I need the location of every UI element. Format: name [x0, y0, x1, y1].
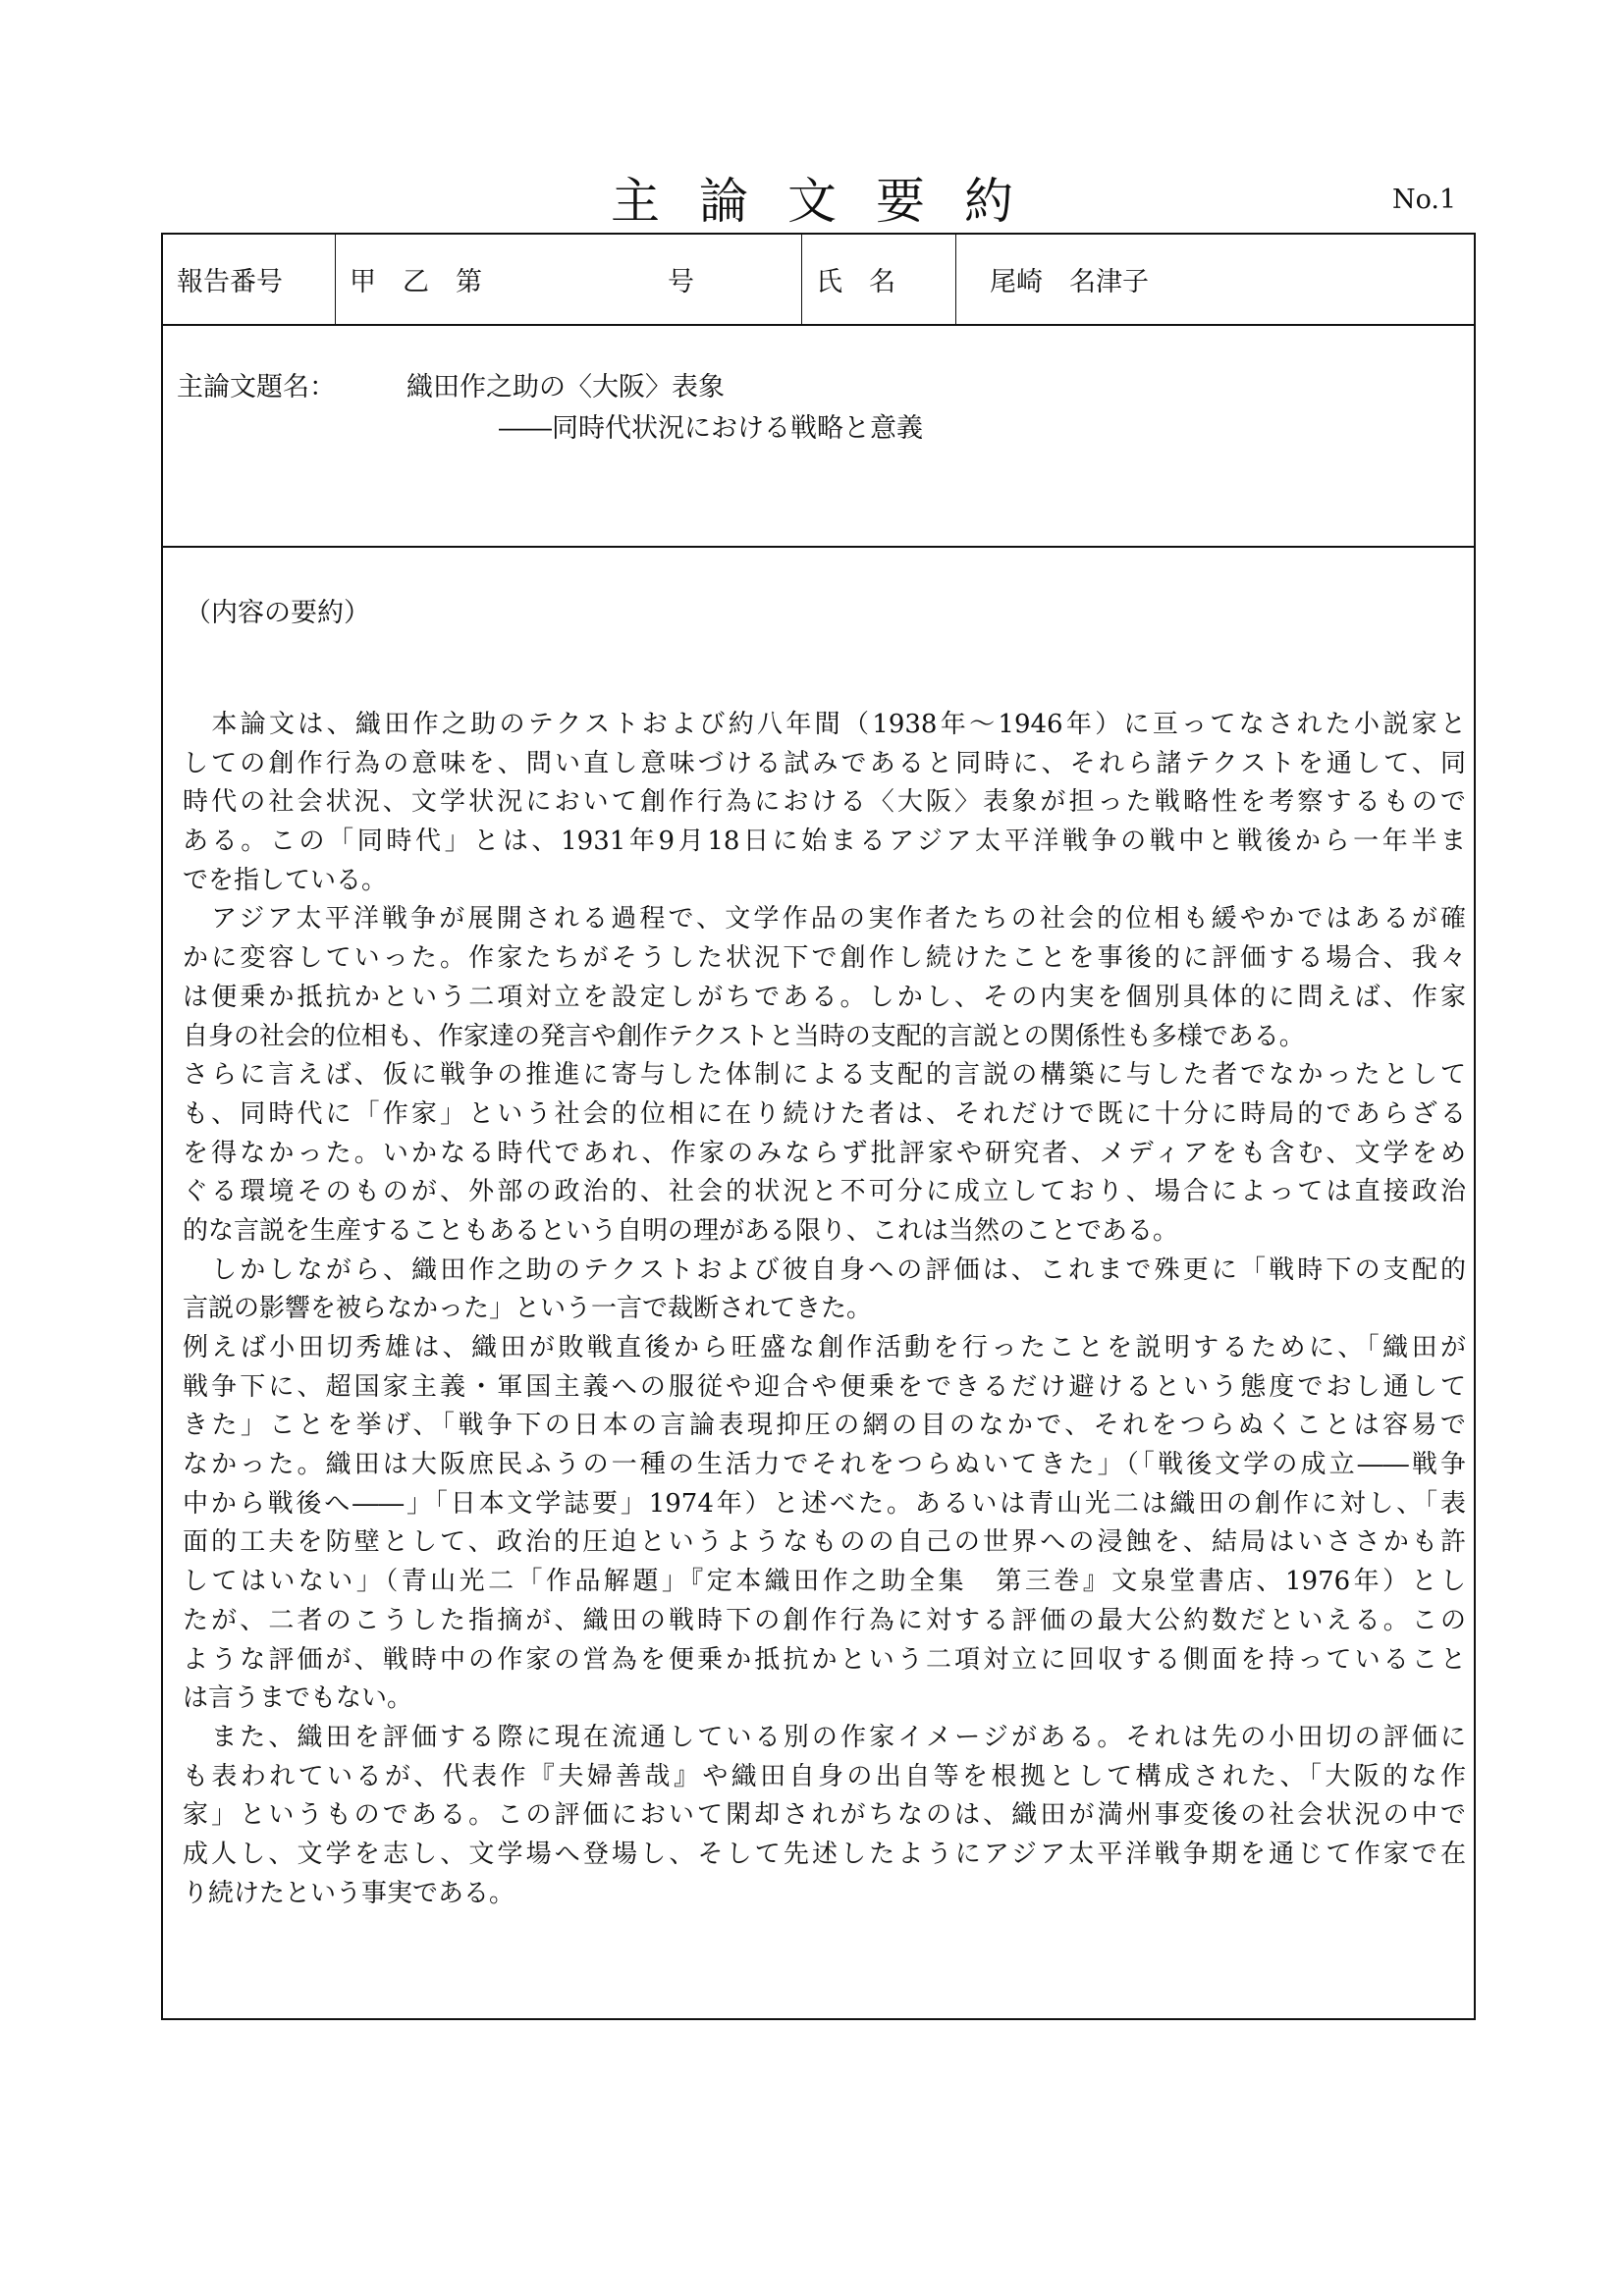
summary-line: も、同時代に「作家」という社会的位相に在り続けた者は、それだけで既に十分に時局的であらざる: [183, 1098, 1466, 1129]
summary-line: 成人し、文学を志し、文学場へ登場し、そして先述したようにアジア太平洋戦争期を通じて作家で在: [183, 1839, 1466, 1869]
summary-line: も表われているが、代表作『夫婦善哉』や織田自身の出自等を根拠として構成された、「大阪的な作: [183, 1761, 1466, 1791]
thesis-title-label: 主論文題名：: [177, 372, 336, 402]
summary-line: きた」ことを挙げ、「戦争下の日本の言論表現抑圧の網の目のなかで、それをつらぬくことは容易で: [183, 1411, 1466, 1441]
thesis-title-section: [161, 324, 1476, 548]
summary-line: は言うまでもない。: [183, 1683, 413, 1714]
document-title: 主論文要約: [611, 173, 1053, 230]
summary-line: また、織田を評価する際に現在流通している別の作家イメージがある。それは先の小田切の評価に: [183, 1722, 1466, 1752]
summary-line: 時代の社会状況、文学状況において創作行為における〈大阪〉表象が担った戦略性を考察するもので: [183, 787, 1466, 818]
summary-line: アジア太平洋戦争が展開される過程で、文学作品の実作者たちの社会的位相も緩やかではあるが確: [183, 904, 1466, 934]
summary-line: 自身の社会的位相も、作家達の発言や創作テクストと当時の支配的言説との関係性も多様である。: [183, 1021, 1305, 1051]
summary-line: 戦争下に、超国家主義・軍国主義への服従や迎合や便乗をできるだけ避けるという態度でおし通して: [183, 1371, 1466, 1402]
page-number: No.1: [1392, 185, 1457, 215]
summary-line: ような評価が、戦時中の作家の営為を便乗か抵抗かという二項対立に回収する側面を持っていること: [183, 1644, 1466, 1675]
thesis-title: 織田作之助の〈大阪〉表象: [406, 372, 725, 402]
summary-line: さらに言えば、仮に戦争の推進に寄与した体制による支配的言説の構築に与した者でなかったとして: [183, 1060, 1466, 1091]
summary-line: り続けたという事実である。: [183, 1878, 515, 1908]
summary-line: 本論文は、織田作之助のテクストおよび約八年間（1938年～1946年）に亘ってなされた小説家と: [183, 710, 1466, 739]
summary-label: （内容の要約）: [185, 598, 370, 628]
name-value: 尾崎 名津子: [990, 267, 1149, 297]
summary-line: を得なかった。いかなる時代であれ、作家のみならず批評家や研究者、メディアをも含む、文学をめ: [183, 1138, 1466, 1168]
report-number-value: 甲 乙 第 号: [336, 235, 802, 324]
summary-line: かに変容していった。作家たちがそうした状況下で創作し続けたことを事後的に評価する場合、我々: [183, 943, 1466, 974]
summary-line: ある。この「同時代」とは、1931年9月18日に始まるアジア太平洋戦争の戦中と戦後から一年半ま: [183, 827, 1466, 857]
summary-line: 的な言説を生産することもあるという自明の理がある限り、これは当然のことである。: [183, 1215, 1179, 1246]
summary-line: してはいない」（青山光二「作品解題」『定本織田作之助全集 第三巻』文泉堂書店、1976年）とし: [183, 1567, 1466, 1597]
report-number-label: 報告番号: [163, 235, 336, 324]
summary-line: しかしながら、織田作之助のテクストおよび彼自身への評価は、これまで殊更に「戦時下の支配的: [183, 1255, 1466, 1285]
summary-line: 家」というものである。この評価において閑却されがちなのは、織田が満州事変後の社会状況の中で: [183, 1800, 1466, 1831]
summary-line: 例えば小田切秀雄は、織田が敗戦直後から旺盛な創作活動を行ったことを説明するために、「織田が: [183, 1333, 1466, 1362]
summary-line: なかった。織田は大阪庶民ふうの一種の生活力でそれをつらぬいてきた」（「戦後文学の成立――戦争: [183, 1450, 1466, 1480]
thesis-subtitle: ――同時代状況における戦略と意義: [499, 413, 923, 444]
summary-body: [183, 706, 1466, 1913]
summary-line: 言説の影響を被らなかった」という一言で裁断されてきた。: [183, 1294, 873, 1324]
summary-line: は便乗か抵抗かという二項対立を設定しがちである。しかし、その内実を個別具体的に問えば、作家: [183, 982, 1466, 1012]
summary-section: [161, 546, 1476, 2020]
header-row: [161, 233, 1476, 326]
name-label: 氏 名: [802, 235, 956, 324]
summary-line: たが、二者のこうした指摘が、織田の戦時下の創作行為に対する評価の最大公約数だといえる。この: [183, 1605, 1466, 1635]
summary-line: 中から戦後へ――」「日本文学誌要」1974年）と述べた。あるいは青山光二は織田の創作に対し、「表: [183, 1488, 1466, 1519]
summary-line: 面的工夫を防壁として、政治的圧迫というようなものの自己の世界への浸蝕を、結局はいささかも許: [183, 1527, 1466, 1558]
summary-line: しての創作行為の意味を、問い直し意味づける試みであると同時に、それら諸テクストを通して、同: [183, 748, 1466, 778]
summary-line: ぐる環境そのものが、外部の政治的、社会的状況と不可分に成立しており、場合によっては直接政治: [183, 1177, 1466, 1207]
summary-line: でを指している。: [183, 865, 388, 895]
